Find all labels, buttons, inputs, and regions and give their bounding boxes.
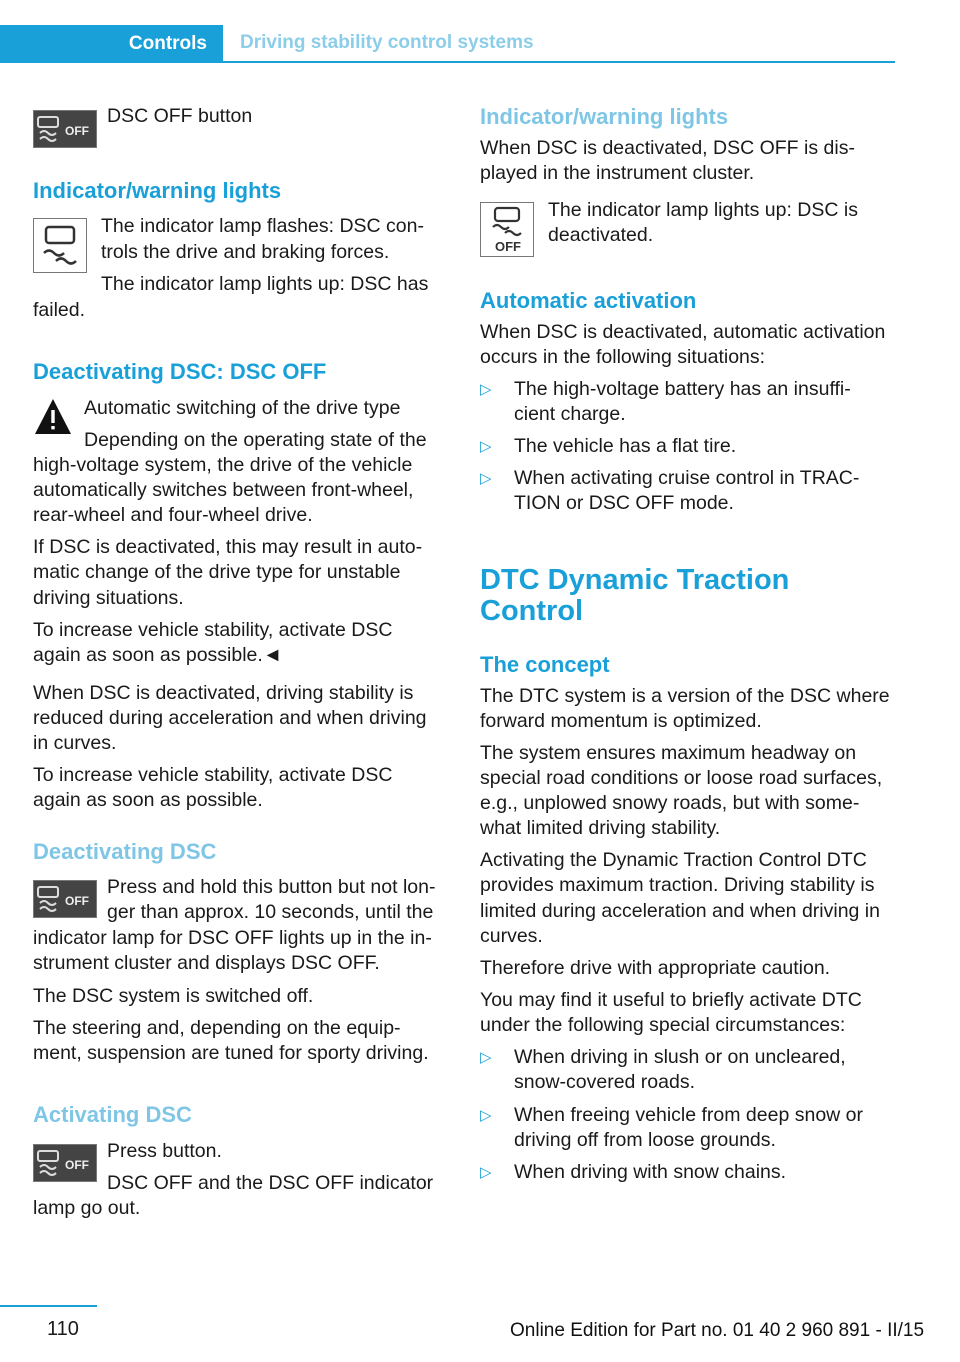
warning-p1-l1: Depending on the operating state of the [84, 429, 427, 451]
p4-l2: reduced during acceleration and when driving [33, 707, 427, 729]
flash-line1: The indicator lamp flashes: DSC con- [101, 215, 424, 237]
c1-l2: forward momentum is optimized. [480, 710, 762, 732]
steering-l1: The steering and, depending on the equip- [33, 1017, 401, 1039]
c4: Therefore drive with appropriate caution. [480, 957, 831, 979]
lamp-l2: deactivated. [548, 224, 654, 246]
c3-l1: Activating the Dynamic Traction Control DTC [480, 849, 867, 871]
deactivating-dsc-heading: Deactivating DSC [33, 839, 217, 864]
auto-activation-heading: Automatic activation [480, 288, 697, 313]
svg-text:OFF: OFF [65, 124, 89, 138]
edition-text: Online Edition for Part no. 01 40 2 960 891 - II/15 [510, 1320, 925, 1341]
warning-p1-l3: automatically switches between front-wheel, [33, 479, 414, 501]
warning-p2-l3: driving situations. [33, 587, 184, 609]
svg-text:OFF: OFF [495, 239, 521, 254]
c3-l2: provides maximum traction. Driving stability is [480, 874, 875, 896]
p4-l3: in curves. [33, 732, 117, 754]
warning-icon [33, 396, 73, 438]
c2-l1: The system ensures maximum headway on [480, 742, 857, 764]
flash-line2: trols the drive and braking forces. [101, 241, 390, 263]
warning-p1-l2: high-voltage system, the drive of the vehicle [33, 454, 413, 476]
dsc-off-button-icon [33, 110, 97, 148]
bullet-icon: ▷ [480, 1107, 492, 1124]
lamp-l1: The indicator lamp lights up: DSC is [548, 199, 858, 221]
header-tab-controls-label: Controls [128, 33, 207, 54]
page-number: 110 [47, 1318, 79, 1340]
p4-l1: When DSC is deactivated, driving stability is [33, 682, 414, 704]
concept-heading: The concept [480, 652, 610, 677]
dsc-off-button-icon [33, 880, 97, 918]
list-item-line2: driving off from loose grounds. [514, 1129, 776, 1151]
list-item-line2: snow-covered roads. [514, 1071, 696, 1093]
bullet-icon: ▷ [480, 381, 492, 398]
header-tab-controls [0, 25, 223, 63]
warning-p3-l1: To increase vehicle stability, activate DSC [33, 619, 393, 641]
c3-l4: curves. [480, 925, 543, 947]
deactivating-heading: Deactivating DSC: DSC OFF [33, 359, 327, 384]
deact-l3: indicator lamp for DSC OFF lights up in the in- [33, 927, 432, 949]
steering-l2: ment, suspension are tuned for sporty driving. [33, 1042, 429, 1064]
list-item-line1: The high-voltage battery has an insuffi- [514, 378, 851, 400]
c3-l3: limited during acceleration and when driving in [480, 900, 880, 922]
goout-l2: lamp go out. [33, 1197, 141, 1219]
lightsup-line2: failed. [33, 299, 86, 321]
svg-text:OFF: OFF [65, 894, 89, 908]
footer-line [0, 1305, 97, 1307]
dsc-off-button-label: DSC OFF button [107, 105, 253, 127]
list-item-line2: TION or DSC OFF mode. [514, 492, 734, 514]
list-item-line1: When driving in slush or on uncleared, [514, 1046, 846, 1068]
intro-l2: played in the instrument cluster. [480, 162, 755, 184]
indicator-heading-left: Indicator/warning lights [33, 178, 282, 203]
press-button: Press button. [107, 1140, 222, 1162]
dtc-heading-line1: DTC Dynamic Traction [480, 564, 790, 596]
c5-l2: under the following special circumstances: [480, 1014, 846, 1036]
auto-l1: When DSC is deactivated, automatic activation [480, 321, 886, 343]
warning-p3-l2: again as soon as possible.◄ [33, 644, 283, 666]
list-item-line1: When freeing vehicle from deep snow or [514, 1104, 864, 1126]
svg-text:OFF: OFF [65, 1158, 89, 1172]
bullet-icon: ▷ [480, 1164, 492, 1181]
warning-title: Automatic switching of the drive type [84, 397, 401, 419]
c5-l1: You may find it useful to briefly activate DTC [480, 989, 862, 1011]
warning-p2-l1: If DSC is deactivated, this may result in auto- [33, 536, 423, 558]
deact-l2: ger than approx. 10 seconds, until the [107, 901, 434, 923]
switched-off: The DSC system is switched off. [33, 985, 314, 1007]
list-item-line2: cient charge. [514, 403, 626, 425]
p5-l2: again as soon as possible. [33, 789, 263, 811]
dsc-off-lamp-icon [480, 202, 534, 257]
list-item-line1: When activating cruise control in TRAC- [514, 467, 860, 489]
warning-p2-l2: matic change of the drive type for unstable [33, 561, 401, 583]
c2-l3: e.g., unplowed snowy roads, but with some- [480, 792, 860, 814]
list-item-line1: The vehicle has a flat tire. [514, 435, 737, 457]
bullet-icon: ▷ [480, 438, 492, 455]
lightsup-line1: The indicator lamp lights up: DSC has [101, 273, 429, 295]
c2-l4: what limited driving stability. [480, 817, 721, 839]
list-item-line1: When driving with snow chains. [514, 1161, 787, 1183]
activating-dsc-heading: Activating DSC [33, 1102, 192, 1127]
c1-l1: The DTC system is a version of the DSC where [480, 685, 890, 707]
intro-l1: When DSC is deactivated, DSC OFF is dis- [480, 137, 855, 159]
dsc-lamp-icon [33, 218, 87, 273]
header-tab-section [240, 25, 534, 61]
warning-p1-l4: rear-wheel and four-wheel drive. [33, 504, 313, 526]
deact-l4: strument cluster and displays DSC OFF. [33, 952, 380, 974]
header-tab-section-label: Driving stability control systems [240, 32, 534, 53]
goout-l1: DSC OFF and the DSC OFF indicator [107, 1172, 434, 1194]
deact-l1: Press and hold this button but not lon- [107, 876, 436, 898]
dtc-heading-line2: Control [480, 595, 584, 627]
c2-l2: special road conditions or loose road surfaces, [480, 767, 883, 789]
p5-l1: To increase vehicle stability, activate DSC [33, 764, 393, 786]
auto-l2: occurs in the following situations: [480, 346, 766, 368]
bullet-icon: ▷ [480, 1049, 492, 1066]
bullet-icon: ▷ [480, 470, 492, 487]
indicator-heading-right: Indicator/warning lights [480, 104, 729, 129]
dsc-off-button-icon [33, 1144, 97, 1182]
